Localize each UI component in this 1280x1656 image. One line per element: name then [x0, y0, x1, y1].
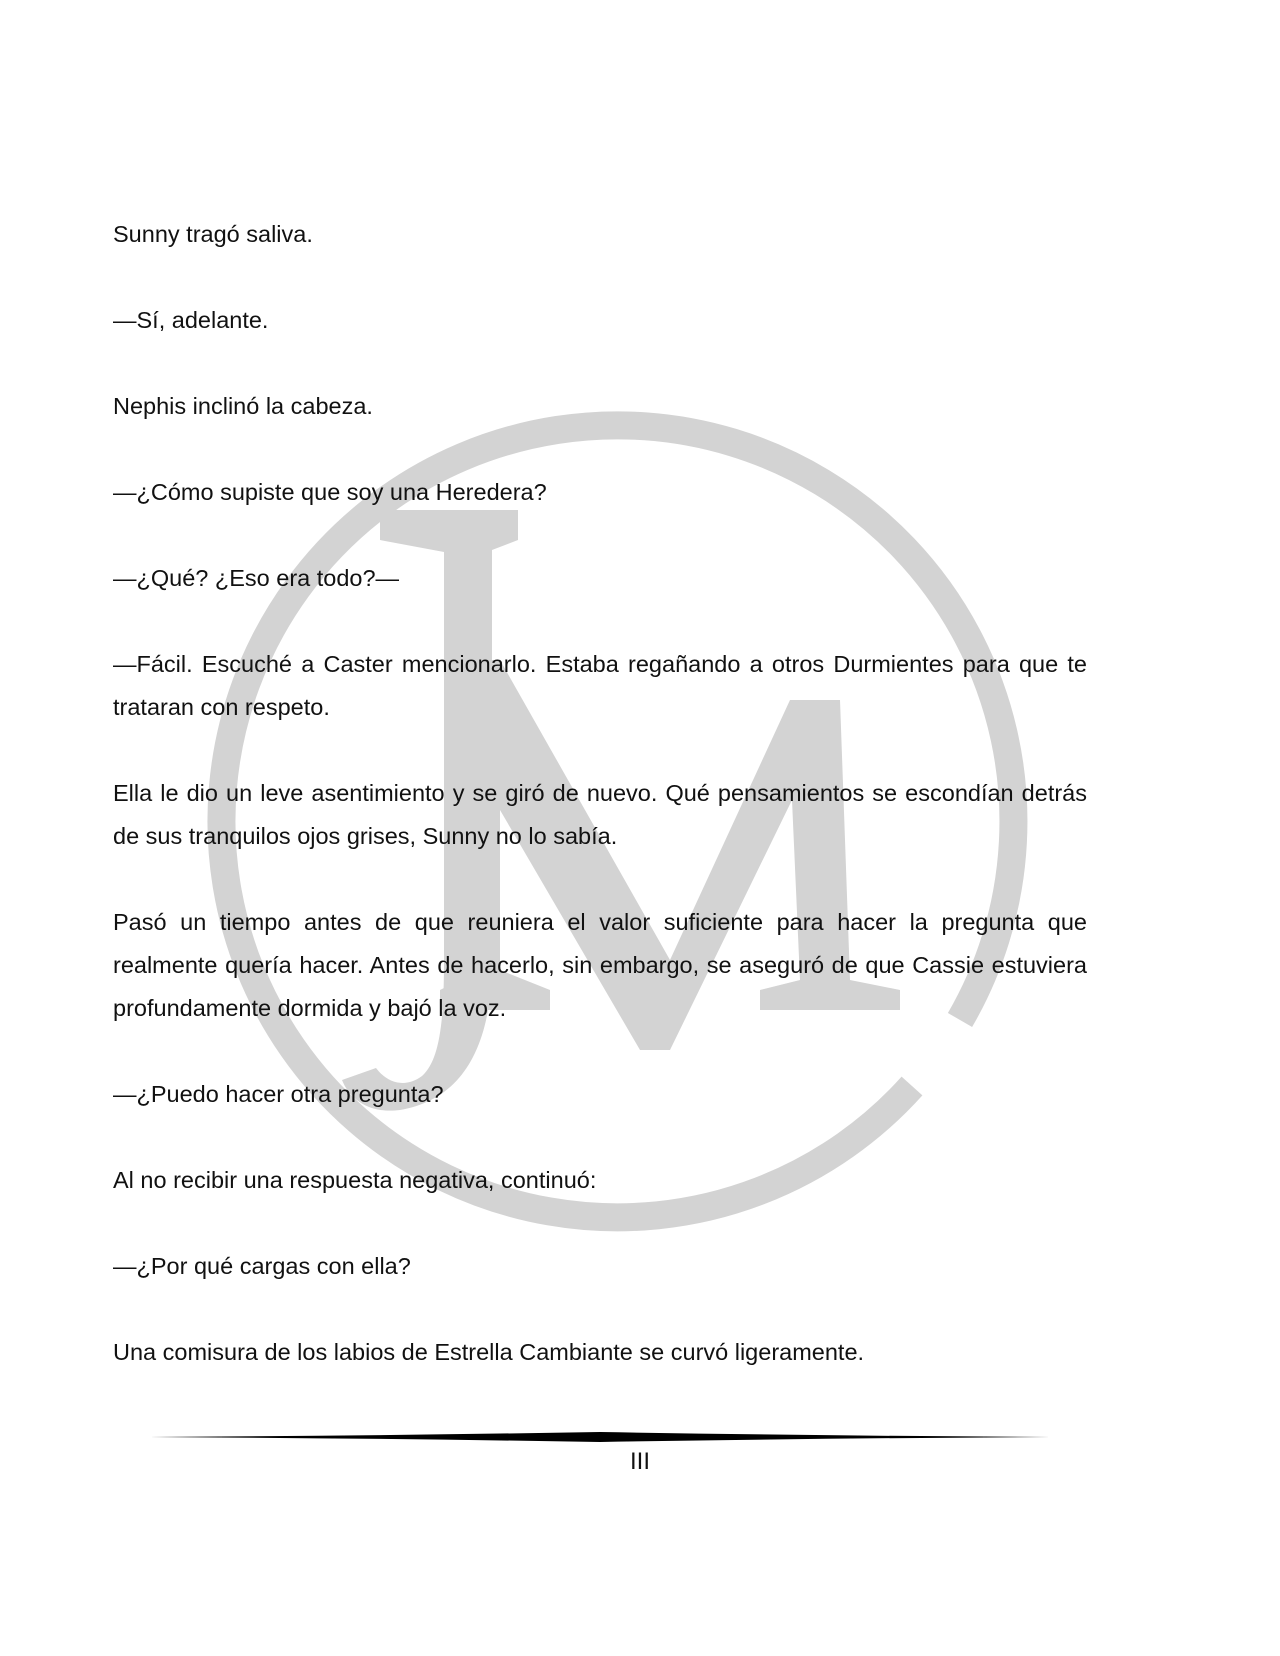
paragraph: Ella le dio un leve asentimiento y se giró de nuevo. Qué pensamientos se escondían detrás de sus tranquilos ojos grises, Sunny no lo sabía.: [113, 780, 1087, 849]
paragraph: Al no recibir una respuesta negativa, continuó:: [113, 1167, 597, 1193]
footer-divider: [150, 1431, 1050, 1443]
paragraph: —Fácil. Escuché a Caster mencionarlo. Estaba regañando a otros Durmientes para que te trataran con respeto.: [113, 651, 1087, 720]
paragraph: Sunny tragó saliva.: [113, 221, 313, 247]
paragraph: —¿Cómo supiste que soy una Heredera?: [113, 479, 547, 505]
paragraph: —Sí, adelante.: [113, 307, 269, 333]
paragraph: —¿Puedo hacer otra pregunta?: [113, 1081, 444, 1107]
paragraph: Pasó un tiempo antes de que reuniera el valor suficiente para hacer la pregunta que realmente quería hacer. Antes de hacerlo, sin embargo, se aseguró de que Cassie estuviera profundamente dormida y bajó la voz.: [113, 909, 1087, 1021]
paragraph: —¿Por qué cargas con ella?: [113, 1253, 411, 1279]
page-number: III: [629, 1448, 650, 1475]
paragraph: Nephis inclinó la cabeza.: [113, 393, 373, 419]
document-body: [113, 213, 1087, 1374]
paragraph: —¿Qué? ¿Eso era todo?—: [113, 565, 400, 591]
paragraph: Una comisura de los labios de Estrella Cambiante se curvó ligeramente.: [113, 1339, 865, 1365]
